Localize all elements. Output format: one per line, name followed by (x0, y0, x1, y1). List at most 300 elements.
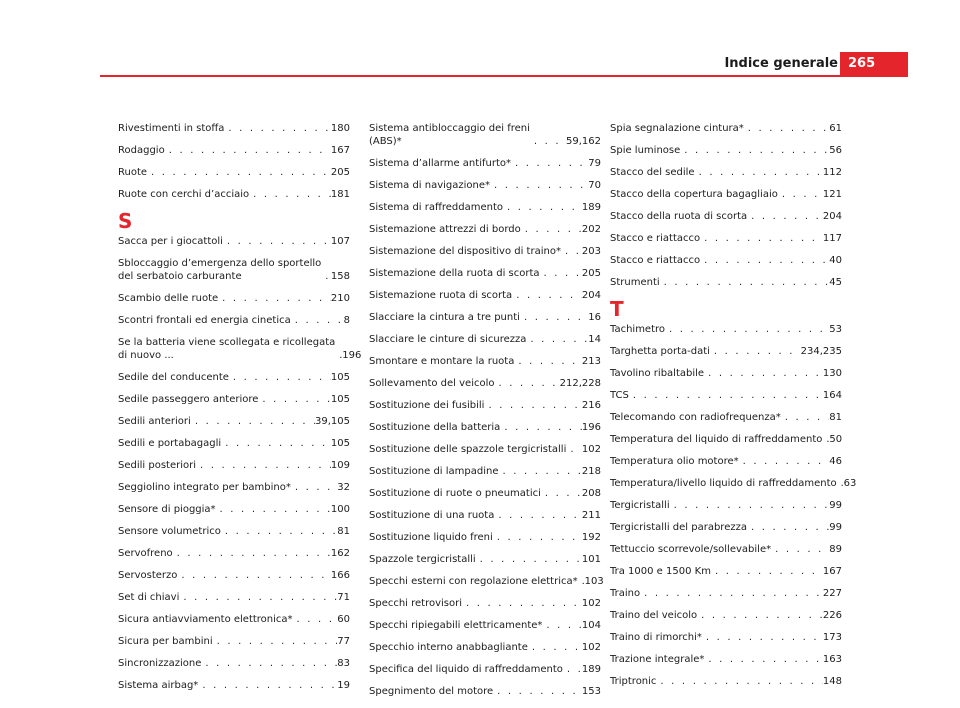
index-entry-page[interactable]: 63 (843, 478, 857, 489)
index-column-1 (118, 122, 362, 701)
index-entry-page[interactable]: 210 (330, 293, 350, 304)
index-entry[interactable] (610, 367, 842, 380)
index-entry-label: Sedili e portabagagli (118, 438, 222, 449)
index-entry-page[interactable]: 109 (330, 460, 350, 471)
index-entry[interactable] (369, 575, 604, 588)
dot-leader (656, 675, 822, 688)
index-entry-page[interactable]: 89 (829, 544, 842, 555)
index-entry[interactable] (118, 657, 350, 670)
index-entry-page[interactable]: 189 (581, 664, 601, 675)
index-entry[interactable] (369, 289, 601, 302)
index-entry[interactable] (369, 465, 601, 478)
dot-leader (493, 685, 582, 698)
index-entry[interactable] (369, 641, 601, 654)
dot-leader (165, 144, 331, 157)
dot-leader (540, 267, 582, 280)
index-entry[interactable] (610, 543, 842, 556)
index-entry-page[interactable]: 59,162 (566, 136, 601, 147)
index-entry-label: Set di chiavi (118, 592, 180, 603)
index-entry-label: Specchi retrovisori (369, 598, 463, 609)
index-entry-page[interactable]: 32 (337, 482, 350, 493)
index-entry-label (118, 336, 335, 362)
index-entry-label: Servofreno (118, 548, 173, 559)
index-entry[interactable] (118, 503, 350, 516)
dot-leader (744, 122, 829, 135)
index-entry-label: Specchi ripiegabili elettricamente* (369, 620, 543, 631)
dot-leader (578, 575, 585, 588)
index-entry[interactable] (369, 333, 601, 346)
dot-leader (221, 525, 337, 538)
dot-leader (566, 443, 582, 456)
dot-leader (542, 619, 582, 632)
index-entry[interactable] (610, 565, 842, 578)
index-entry-page[interactable]: 102 (581, 642, 601, 653)
index-entry[interactable] (369, 531, 601, 544)
index-entry-label: Sostituzione delle spazzole tergicristalli (369, 444, 567, 455)
index-entry-page[interactable]: 104 (581, 620, 601, 631)
index-entry[interactable] (610, 389, 842, 402)
index-entry[interactable] (118, 569, 350, 582)
index-entry-page[interactable]: 148 (822, 676, 842, 687)
dot-leader (249, 188, 331, 201)
index-entry-label: Sostituzione liquido freni (369, 532, 493, 543)
header-rule (100, 75, 908, 77)
index-entry-label: Triptronic (610, 676, 657, 687)
index-entry-label: Temperatura/livello liquido di raffreddamento (610, 478, 837, 489)
index-entry-page[interactable]: 173 (822, 632, 842, 643)
index-entry-label: Trazione integrale* (610, 654, 705, 665)
index-entry-label-line1: Sistema antibloccaggio dei freni (369, 123, 530, 134)
index-entry-page[interactable]: 204 (822, 211, 842, 222)
index-entry[interactable] (369, 597, 601, 610)
index-entry-label: Sistemazione della ruota di scorta (369, 268, 540, 279)
index-entry[interactable] (610, 345, 842, 358)
dot-leader (499, 465, 582, 478)
index-entry-page[interactable]: 130 (822, 368, 842, 379)
dot-leader (695, 166, 823, 179)
index-entry[interactable] (118, 188, 350, 201)
index-entry[interactable] (369, 311, 601, 324)
index-entry-label: Sistemazione ruota di scorta (369, 290, 513, 301)
index-entry-label: Traino del veicolo (610, 610, 698, 621)
dot-leader (201, 657, 337, 670)
index-entry-label: Sistema airbag* (118, 680, 199, 691)
index-entry-label: Spia segnalazione cintura* (610, 123, 744, 134)
dot-leader (700, 232, 823, 245)
index-entry-label: Sensore di pioggia* (118, 504, 216, 515)
index-entry[interactable] (369, 245, 601, 258)
dot-leader (223, 235, 331, 248)
index-entry-page[interactable]: 163 (822, 654, 842, 665)
index-entry-page[interactable]: 164 (822, 390, 842, 401)
index-entry-label: Strumenti (610, 277, 660, 288)
dot-leader (196, 459, 331, 472)
index-entry[interactable] (610, 188, 842, 201)
index-entry-label: Smontare e montare la ruota (369, 356, 515, 367)
index-entry-label: Sincronizzazione (118, 658, 202, 669)
index-entry[interactable] (369, 509, 601, 522)
index-entry-label: Stacco e riattacco (610, 233, 701, 244)
index-entry-page[interactable]: 204 (581, 290, 601, 301)
index-entry-page[interactable]: 77 (337, 636, 350, 647)
index-entry[interactable] (369, 355, 601, 368)
index-entry[interactable] (118, 525, 350, 538)
index-entry-label: Slacciare le cinture di sicurezza (369, 334, 527, 345)
dot-leader (680, 144, 829, 157)
index-entry-label-line1: Sbloccaggio d’emergenza dello sportello (118, 258, 322, 269)
index-entry[interactable] (610, 609, 842, 622)
index-entry[interactable] (118, 371, 350, 384)
index-entry-label: Rivestimenti in stoffa (118, 123, 225, 134)
dot-leader (221, 437, 331, 450)
dot-leader (660, 276, 830, 289)
index-entry[interactable] (610, 276, 842, 289)
index-entry[interactable] (610, 122, 842, 135)
index-entry-label: Sollevamento del veicolo (369, 378, 495, 389)
index-entry-page[interactable]: 8 (343, 315, 350, 326)
dot-leader (512, 289, 582, 302)
dot-leader (258, 393, 330, 406)
index-entry-page[interactable]: 167 (330, 145, 350, 156)
index-entry[interactable] (610, 455, 842, 468)
index-entry-label: Sedili anteriori (118, 416, 191, 427)
index-entry[interactable] (118, 257, 350, 283)
index-entry-label-line1: Se la batteria viene scollegata e ricollegata (118, 337, 336, 348)
index-entry-label: Sedile del conducente (118, 372, 229, 383)
dot-leader (476, 553, 582, 566)
index-entry-label: Traino di rimorchi* (610, 632, 702, 643)
index-entry-page[interactable]: 50 (829, 434, 843, 445)
index-entry-label: Sostituzione dei fusibili (369, 400, 485, 411)
index-entry-page[interactable]: 153 (581, 686, 601, 697)
index-entry-label: Sostituzione di lampadine (369, 466, 499, 477)
index-entry[interactable] (610, 210, 842, 223)
index-entry[interactable] (118, 591, 350, 604)
index-entry-page[interactable]: 83 (337, 658, 350, 669)
index-entry-label: Sostituzione della batteria (369, 422, 501, 433)
index-entry[interactable] (118, 292, 350, 305)
index-entry[interactable] (610, 499, 842, 512)
index-entry-page[interactable]: 16 (588, 312, 601, 323)
dot-leader (710, 345, 801, 358)
dot-leader (563, 663, 582, 676)
index-entry-label: Sistema d’allarme antifurto* (369, 158, 511, 169)
index-entry-page[interactable]: 39,105 (315, 416, 350, 427)
index-entry-page[interactable]: 226 (822, 610, 842, 621)
index-entry-label: Spie luminose (610, 145, 681, 156)
index-entry-label: Sistema di raffreddamento (369, 202, 504, 213)
index-entry-label-line2: del serbatoio carburante (118, 271, 242, 282)
index-entry-page[interactable]: 117 (822, 233, 842, 244)
dot-leader (778, 188, 823, 201)
index-entry[interactable] (118, 613, 350, 626)
section-letter: S (118, 209, 133, 233)
index-entry[interactable] (369, 553, 601, 566)
index-entry-page[interactable]: 167 (822, 566, 842, 577)
index-entry[interactable] (118, 415, 350, 428)
index-entry-label: Slacciare la cintura a tre punti (369, 312, 520, 323)
index-entry-page[interactable]: 166 (330, 570, 350, 581)
index-entry-label: Spazzole tergicristalli (369, 554, 476, 565)
index-entry[interactable] (369, 201, 601, 214)
page-number-badge: 265 (840, 52, 908, 76)
index-entry-page[interactable]: 81 (829, 412, 842, 423)
index-entry[interactable] (369, 685, 601, 698)
index-entry-page[interactable]: 196 (342, 350, 362, 361)
dot-leader (213, 635, 338, 648)
dot-leader (700, 254, 829, 267)
dot-leader (771, 543, 829, 556)
dot-leader (216, 503, 331, 516)
dot-leader (321, 270, 331, 283)
index-entry-label: Sensore volumetrico (118, 526, 221, 537)
dot-leader (670, 499, 830, 512)
index-entry-label: Sostituzione di una ruota (369, 510, 495, 521)
index-entry[interactable] (118, 314, 350, 327)
index-entry-label (369, 122, 530, 148)
index-entry-page[interactable]: 105 (330, 394, 350, 405)
index-entry[interactable] (118, 481, 350, 494)
index-entry[interactable] (369, 421, 601, 434)
index-entry-page[interactable]: 60 (337, 614, 350, 625)
index-entry[interactable] (118, 547, 350, 560)
dot-leader (511, 157, 588, 170)
dot-leader (493, 531, 582, 544)
index-entry[interactable] (118, 679, 350, 692)
index-entry-label: Sedili posteriori (118, 460, 197, 471)
index-entry-label: Tergicristalli (610, 500, 670, 511)
dot-leader (541, 487, 582, 500)
index-entry-page[interactable]: 162 (330, 548, 350, 559)
index-entry-label: Stacco della copertura bagagliaio (610, 189, 778, 200)
dot-leader (520, 311, 588, 324)
index-entry-page[interactable]: 19 (337, 680, 350, 691)
index-entry[interactable] (369, 487, 601, 500)
index-entry[interactable] (118, 635, 350, 648)
dot-leader (526, 333, 588, 346)
index-entry-page[interactable]: 101 (581, 554, 601, 565)
index-entry[interactable] (369, 122, 601, 148)
index-entry[interactable] (369, 443, 601, 456)
dot-leader (697, 609, 823, 622)
index-entry-page[interactable]: 81 (337, 526, 350, 537)
index-entry-label: Tavolino ribaltabile (610, 368, 705, 379)
index-entry[interactable] (369, 619, 601, 632)
index-entry-page[interactable]: 105 (330, 372, 350, 383)
dot-leader (665, 323, 829, 336)
index-entry[interactable] (610, 587, 842, 600)
index-entry-page[interactable]: 99 (829, 500, 842, 511)
index-entry-page[interactable]: 71 (337, 592, 350, 603)
dot-leader (335, 349, 342, 362)
index-entry-page[interactable]: 181 (330, 189, 350, 200)
index-entry-page[interactable]: 180 (330, 123, 350, 134)
index-entry-page[interactable]: 121 (822, 189, 842, 200)
index-entry-label: Sacca per i giocattoli (118, 236, 223, 247)
index-entry-page[interactable]: 100 (330, 504, 350, 515)
index-entry[interactable] (610, 631, 842, 644)
index-entry[interactable] (369, 157, 601, 170)
index-entry-page[interactable]: 211 (581, 510, 601, 521)
index-entry-label: Sistemazione attrezzi di bordo (369, 224, 521, 235)
index-entry-label: Scambio delle ruote (118, 293, 219, 304)
index-entry-label: Sicura antiavviamento elettronica* (118, 614, 293, 625)
index-entry-label: Stacco della ruota di scorta (610, 211, 748, 222)
dot-leader (495, 377, 560, 390)
dot-leader (704, 653, 823, 666)
index-entry-page[interactable]: 202 (581, 224, 601, 235)
dot-leader (293, 613, 338, 626)
index-entry[interactable] (610, 254, 842, 267)
index-entry-page[interactable]: 192 (581, 532, 601, 543)
index-entry[interactable] (118, 336, 362, 362)
section-letter: T (610, 297, 624, 321)
index-entry-page[interactable]: 189 (581, 202, 601, 213)
index-entry-page[interactable]: 213 (581, 356, 601, 367)
index-column-3 (610, 122, 857, 697)
index-entry[interactable] (610, 477, 857, 490)
dot-leader (837, 477, 844, 490)
index-entry-label: Tettuccio scorrevole/sollevabile* (610, 544, 772, 555)
index-entry[interactable] (610, 323, 842, 336)
dot-leader (702, 631, 823, 644)
index-entry-label: Rodaggio (118, 145, 165, 156)
dot-leader (147, 166, 331, 179)
index-entry[interactable] (369, 223, 601, 236)
index-column-2 (369, 122, 604, 707)
index-entry-label: Spegnimento del motore (369, 686, 494, 697)
dot-leader (229, 371, 331, 384)
index-entry-page[interactable]: 45 (829, 277, 842, 288)
index-entry[interactable] (118, 166, 350, 179)
index-entry-label: Tachimetro (610, 324, 666, 335)
index-entry-page[interactable]: 158 (330, 271, 350, 282)
index-entry-page[interactable]: 99 (829, 522, 842, 533)
index-entry[interactable] (610, 411, 842, 424)
index-entry-page[interactable]: 208 (581, 488, 601, 499)
dot-leader (514, 355, 582, 368)
index-entry[interactable] (369, 399, 601, 412)
index-entry-page[interactable]: 53 (829, 324, 842, 335)
index-entry-label: Ruote con cerchi d’acciaio (118, 189, 250, 200)
dot-leader (822, 433, 829, 446)
index-entry-page[interactable]: 212,228 (559, 378, 601, 389)
dot-leader (218, 292, 331, 305)
dot-leader (490, 179, 588, 192)
dot-leader (781, 411, 830, 424)
dot-leader (747, 210, 823, 223)
index-entry-page[interactable]: 218 (581, 466, 601, 477)
index-entry-label: Specchio interno anabbagliante (369, 642, 528, 653)
index-entry-page[interactable]: 61 (829, 123, 842, 134)
index-entry-page[interactable]: 102 (581, 598, 601, 609)
index-entry[interactable] (369, 267, 601, 280)
index-entry-label-line2: di nuovo ... (118, 350, 174, 361)
index-entry-label: Scontri frontali ed energia cinetica (118, 315, 291, 326)
index-entry[interactable] (610, 433, 842, 446)
index-entry-label: Traino (610, 588, 641, 599)
index-entry-label: Specchi esterni con regolazione elettrica* (369, 576, 578, 587)
index-entry[interactable] (118, 144, 350, 157)
index-entry-page[interactable]: 216 (581, 400, 601, 411)
index-entry-page[interactable]: 79 (588, 158, 601, 169)
dot-leader (747, 521, 829, 534)
dot-leader (291, 314, 344, 327)
index-entry-page[interactable]: 107 (330, 236, 350, 247)
index-entry-page[interactable]: 105 (330, 438, 350, 449)
page-title: Indice generale (724, 56, 838, 71)
index-entry[interactable] (369, 663, 601, 676)
dot-leader (704, 367, 823, 380)
index-entry[interactable] (369, 179, 601, 192)
index-entry-page[interactable]: 14 (588, 334, 601, 345)
dot-leader (561, 245, 582, 258)
index-entry[interactable] (610, 521, 842, 534)
index-entry-label: Tergicristalli del parabrezza (610, 522, 747, 533)
index-entry[interactable] (118, 122, 350, 135)
index-entry-label: Temperatura del liquido di raffreddamento (610, 434, 823, 445)
dot-leader (739, 455, 830, 468)
index-entry[interactable] (118, 393, 350, 406)
index-entry-page[interactable]: 46 (829, 456, 842, 467)
index-entry-page[interactable]: 196 (581, 422, 601, 433)
index-entry[interactable] (610, 166, 842, 179)
index-entry[interactable] (369, 377, 601, 390)
dot-leader (530, 135, 566, 148)
index-entry[interactable] (118, 235, 350, 248)
dot-leader (191, 415, 315, 428)
index-entry-page[interactable]: 56 (829, 145, 842, 156)
index-entry-page[interactable]: 70 (588, 180, 601, 191)
index-entry-label: Seggiolino integrato per bambino* (118, 482, 291, 493)
index-entry-label: Specifica del liquido di raffreddamento (369, 664, 563, 675)
index-entry[interactable] (610, 675, 842, 688)
index-entry[interactable] (610, 232, 842, 245)
index-entry-label: Sostituzione di ruote o pneumatici (369, 488, 541, 499)
dot-leader (484, 399, 581, 412)
dot-leader (500, 421, 582, 434)
dot-leader (179, 591, 337, 604)
dot-leader (462, 597, 582, 610)
dot-leader (198, 679, 337, 692)
index-entry-label: Targhetta porta-dati (610, 346, 710, 357)
index-entry[interactable] (610, 144, 842, 157)
index-entry-label: Servosterzo (118, 570, 178, 581)
index-entry-label: Ruote (118, 167, 148, 178)
index-entry-label: Sistemazione del dispositivo di traino* (369, 246, 561, 257)
index-entry[interactable] (610, 653, 842, 666)
index-entry-label: Stacco e riattacco (610, 255, 701, 266)
index-entry-page[interactable]: 103 (584, 576, 604, 587)
index-entry-label: Tra 1000 e 1500 Km (610, 566, 711, 577)
index-entry[interactable] (118, 459, 350, 472)
index-entry-label: Sistema di navigazione* (369, 180, 491, 191)
index-entry-page[interactable]: 102 (581, 444, 601, 455)
index-entry-page[interactable]: 205 (330, 167, 350, 178)
index-entry-page[interactable]: 234,235 (800, 346, 842, 357)
index-entry-label-line2: (ABS)* (369, 136, 402, 147)
index-entry-page[interactable]: 40 (829, 255, 842, 266)
dot-leader (177, 569, 330, 582)
index-entry-page[interactable]: 112 (822, 167, 842, 178)
index-entry-page[interactable]: 205 (581, 268, 601, 279)
index-entry[interactable] (118, 437, 350, 450)
index-entry-page[interactable]: 227 (822, 588, 842, 599)
index-entry-page[interactable]: 203 (581, 246, 601, 257)
index-entry-label: Temperatura olio motore* (610, 456, 739, 467)
index-entry-label: Telecomando con radiofrequenza* (610, 412, 781, 423)
dot-leader (629, 389, 823, 402)
